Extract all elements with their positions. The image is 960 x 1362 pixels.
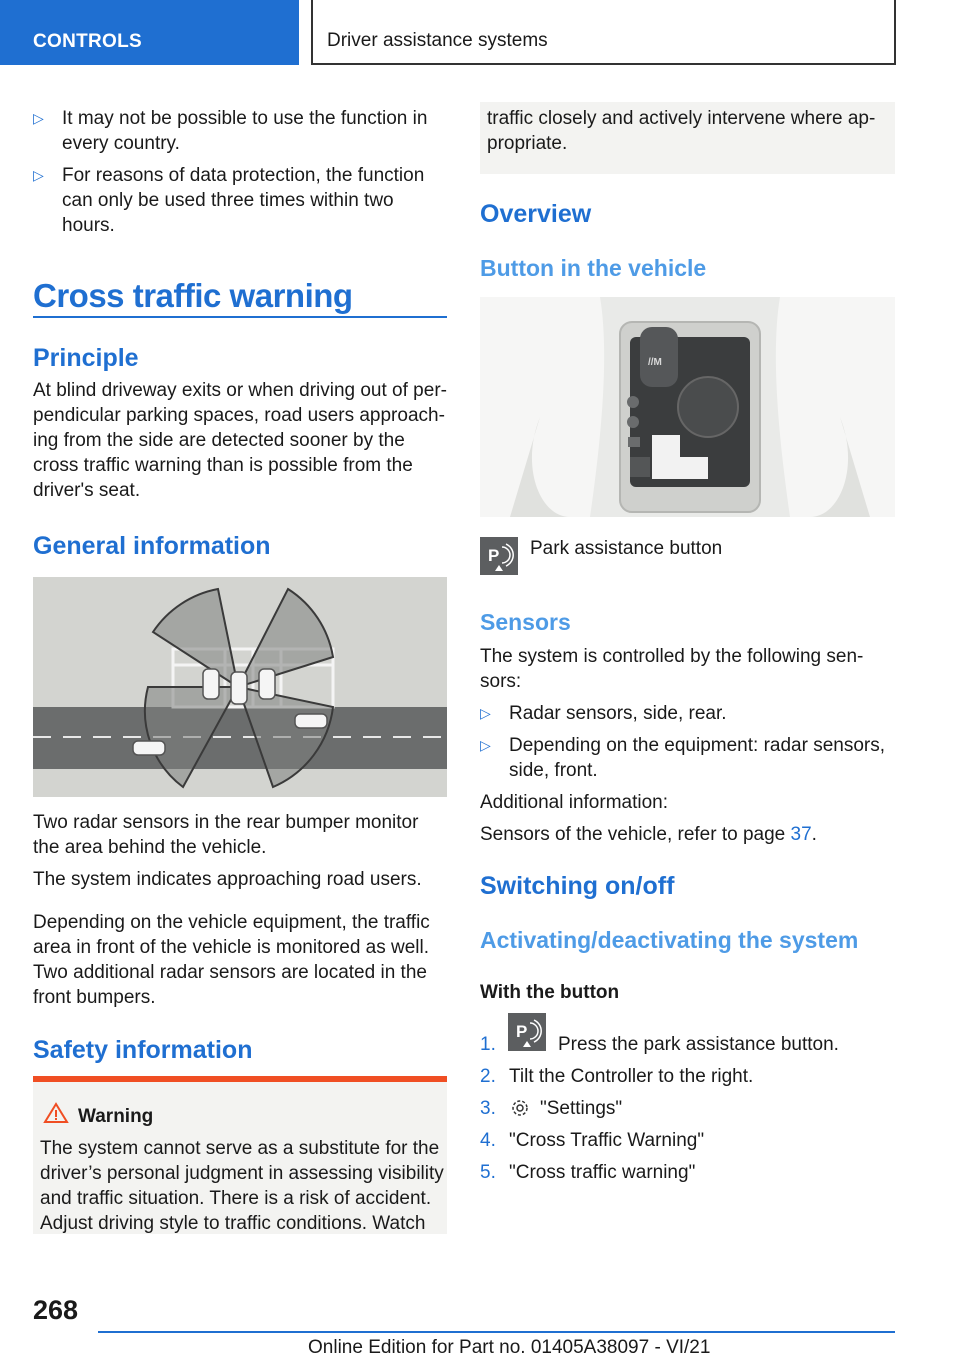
warning-title: Warning xyxy=(78,1106,154,1127)
warning-text-continued: traffic closely and actively intervene where ap- propriate. xyxy=(487,108,876,154)
sensors-text: The system is controlled by the following sen- sors: xyxy=(480,646,864,692)
footer-divider xyxy=(98,1331,895,1333)
page-number: 268 xyxy=(33,1295,79,1325)
cross-traffic-illustration xyxy=(33,577,447,797)
warning-text: The system cannot serve as a substitute for the driver’s personal judgment in assessing visibility and traffic situation. There is a risk of accident. Adjust driving style to traffic conditions. Watch xyxy=(40,1138,444,1234)
title-divider xyxy=(33,316,447,318)
edition-text: Online Edition for Part no. 01405A38097 - VI/21 xyxy=(308,1337,711,1358)
step-text: Press the park assistance button. xyxy=(558,1034,839,1055)
step-number: 4. xyxy=(480,1130,496,1151)
safety-heading: Safety information xyxy=(33,1036,253,1064)
reference-text: Sensors of the vehicle, refer to page 37. xyxy=(480,824,817,845)
indicates-text: The system indicates approaching road users. xyxy=(33,869,422,890)
rear-sensor-text: Two radar sensors in the rear bumper monitor the area behind the vehicle. xyxy=(33,812,419,858)
front-sensor-text: Depending on the vehicle equipment, the traffic area in front of the vehicle is monitored as well. Two additional radar sensors are located in the front bumpers. xyxy=(33,912,430,1008)
page-reference-link[interactable]: 37 xyxy=(790,824,812,845)
step-number: 1. xyxy=(480,1034,496,1055)
step-text: "Cross Traffic Warning" xyxy=(509,1130,705,1151)
triangle-bullet-icon: ▷ xyxy=(480,737,491,753)
section-title: CONTROLS xyxy=(33,31,143,52)
triangle-bullet-icon: ▷ xyxy=(480,705,491,721)
chapter-tab xyxy=(311,0,896,65)
gear-icon xyxy=(509,1097,531,1119)
park-assist-icon xyxy=(480,537,518,575)
switching-heading: Switching on/off xyxy=(480,872,675,900)
button-caption: Park assistance button xyxy=(530,538,723,559)
step-text: "Cross traffic warning" xyxy=(509,1162,696,1183)
additional-info: Additional information: xyxy=(480,792,668,813)
principle-text: At blind driveway exits or when driving out of per- pendicular parking spaces, road users approach- ing from the side are detected sooner by the cross traffic warning than is possible from the driver's seat. xyxy=(33,380,447,501)
park-assist-icon xyxy=(508,1013,546,1051)
triangle-bullet-icon: ▷ xyxy=(33,167,44,183)
center-console-illustration xyxy=(480,297,895,517)
svg-text:P: P xyxy=(516,1022,528,1041)
with-button-heading: With the button xyxy=(480,982,620,1003)
button-heading: Button in the vehicle xyxy=(480,255,707,281)
activating-heading: Activating/deactivating the system xyxy=(480,927,859,953)
step-text: Tilt the Controller to the right. xyxy=(509,1066,754,1087)
step-number: 3. xyxy=(480,1098,496,1119)
principle-heading: Principle xyxy=(33,344,139,372)
warning-triangle-icon xyxy=(43,1102,69,1124)
svg-text://M: //M xyxy=(648,357,662,368)
general-info-heading: General information xyxy=(33,532,271,560)
triangle-bullet-icon: ▷ xyxy=(33,110,44,126)
section-tab xyxy=(0,0,299,65)
step-text: "Settings" xyxy=(540,1098,623,1119)
overview-heading: Overview xyxy=(480,200,592,228)
step-number: 2. xyxy=(480,1066,496,1087)
step-number: 5. xyxy=(480,1162,496,1183)
page-title: Cross traffic warning xyxy=(33,277,353,314)
sensors-heading: Sensors xyxy=(480,609,571,635)
svg-text:P: P xyxy=(488,546,500,565)
chapter-title: Driver assistance systems xyxy=(327,30,548,51)
